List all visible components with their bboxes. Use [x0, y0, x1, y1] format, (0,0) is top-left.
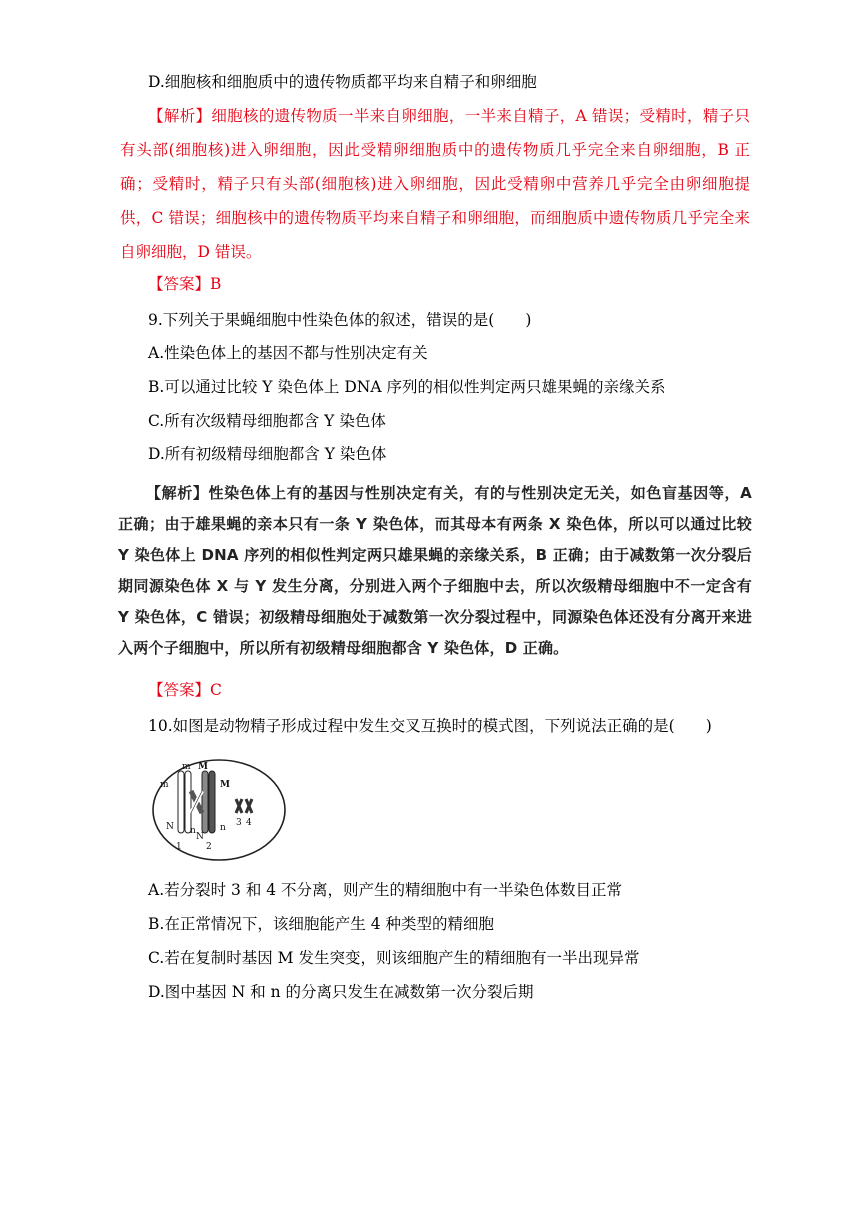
label-n-right: n	[220, 823, 226, 833]
chromatid-1a	[178, 771, 184, 833]
chromatid-2b	[209, 771, 215, 833]
q10-stem: 10.如图是动物精子形成过程中发生交叉互换时的模式图，下列说法正确的是( )	[148, 717, 712, 735]
q9-answer: 【答案】C	[148, 681, 222, 699]
q10-option-d: D.图中基因 N 和 n 的分离只发生在减数第一次分裂后期	[148, 983, 534, 1001]
label-M-top: M	[198, 762, 208, 772]
label-1: 1	[176, 842, 182, 852]
label-n-mid: n	[190, 826, 196, 836]
q10-option-b: B.在正常情况下，该细胞能产生 4 种类型的精细胞	[148, 915, 495, 933]
label-N-left: N	[166, 822, 174, 832]
q9-option-a: A.性染色体上的基因不都与性别决定有关	[148, 344, 428, 362]
label-N-mid: N	[196, 832, 204, 842]
q9-option-d: D.所有初级精母细胞都含 Y 染色体	[148, 445, 387, 463]
label-m-left: m	[160, 780, 169, 790]
chromosome-4	[246, 799, 252, 813]
label-2: 2	[206, 842, 212, 852]
q9-stem: 9.下列关于果蝇细胞中性染色体的叙述，错误的是( )	[148, 311, 532, 329]
crossover-diagram	[150, 757, 288, 863]
q10-option-c: C.若在复制时基因 M 发生突变，则该细胞产生的精细胞有一半出现异常	[148, 949, 640, 967]
chromatid-2a	[202, 771, 208, 833]
q9-option-b: B.可以通过比较 Y 染色体上 DNA 序列的相似性判定两只雄果蝇的亲缘关系	[148, 378, 666, 396]
label-m-top: m	[182, 762, 191, 772]
label-4: 4	[246, 818, 252, 828]
q8-answer: 【答案】B	[148, 275, 222, 293]
q8-option-d: D.细胞核和细胞质中的遗传物质都平均来自精子和卵细胞	[148, 73, 537, 91]
cell-outline	[153, 760, 285, 860]
chromosome-3	[236, 799, 242, 813]
label-3: 3	[236, 818, 242, 828]
q10-option-a: A.若分裂时 3 和 4 不分离，则产生的精细胞中有一半染色体数目正常	[148, 881, 623, 899]
label-M-right: M	[220, 780, 230, 790]
q9-option-c: C.所有次级精母细胞都含 Y 染色体	[148, 412, 386, 430]
chromatid-1b	[185, 771, 191, 833]
q9-analysis: 【解析】性染色体上有的基因与性别决定有关，有的与性别决定无关，如色盲基因等，A 正确；由于雄果蝇的亲本只有一条 Y 染色体，而其母本有两条 X 染色体，所以可以通过比较 Y 染色体上 DNA 序列的相似性判定两只雄果蝇的亲缘关系，B 正确；由于减数第一次分裂后期同源染色体 X 与 Y 发生分离，分别进入两个子细胞中去，所以次级精母细胞中不一定含有 Y 染色体，C 错误；初级精母细胞处于减数第一次分裂过程中，同源染色体还没有分离开来进入两个子细胞中，所以所有初级精母细胞都含 Y 染色体，D 正确。	[118, 484, 752, 657]
q8-analysis: 【解析】细胞核的遗传物质一半来自卵细胞，一半来自精子，A 错误；受精时，精子只有头部(细胞核)进入卵细胞，因此受精卵细胞质中的遗传物质几乎完全来自卵细胞，B 正确；受精时，精子只有头部(细胞核)进入卵细胞，因此受精卵中营养几乎完全由卵细胞提供，C 错误；细胞核中的遗传物质平均来自精子和卵细胞，而细胞质中遗传物质几乎完全来自卵细胞，D 错误。	[120, 107, 750, 261]
